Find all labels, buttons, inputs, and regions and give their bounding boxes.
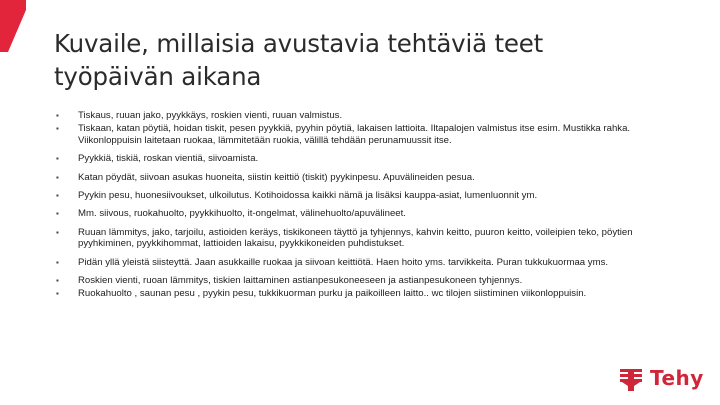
list-item: ▪ Pyykkiä, tiskiä, roskan vientiä, siivoamista. [56,153,259,165]
slide-title [54,27,654,93]
bullet-icon: ▪ [56,154,59,164]
list-item: ▪ Tiskaan, katan pöytiä, hoidan tiskit, pesen pyykkiä, pyyhin pöytiä, lakaisen lattioita. Iltapalojen valmistus itse esim. Mustikka rahka. Viikonloppuisin laitetaan ruokaa, lämmitetään ruokia, välillä tehdään perunamuussit itse. [56,123,631,146]
list-item: ▪ Ruuan lämmitys, jako, tarjoilu, astioiden keräys, tiskikoneen täyttö ja tyhjennys, kahvin keitto, puuron keitto, voileipien teko, pöytien pyyhkiminen, pyykkihommat, lattioiden lakaisu, pyykkikoneiden puhdistukset. [56,226,633,250]
bullet-icon: ▪ [56,227,59,237]
bullet-icon: ▪ [56,276,59,286]
slide-title-line-1: Kuvaile, millaisia avustavia tehtäviä teet [54,29,544,58]
logo-text: Tehy [650,366,704,390]
slide-title-line-2: työpäivän aikana [54,62,262,91]
list-item: ▪ Katan pöydät, siivoan asukas huoneita, siistin keittiö (tiskit) pyykinpesu. Apuvälineiden pesua. [56,171,475,183]
bullet-list [54,110,674,307]
list-item: ▪ Mm. siivous, ruokahuolto, pyykkihuolto, it-ongelmat, välinehuolto/apuvälineet. [56,208,406,220]
list-item: ▪ Roskien vienti, ruoan lämmitys, tiskien laittaminen astianpesukoneeseen ja astianpesukoneen tyhjennys. [56,275,523,287]
list-item: ▪ Pyykin pesu, huonesiivoukset, ulkoilutus. Kotihoidossa kaikki nämä ja lisäksi kauppa-asiat, lumenluonnit ym. [56,190,538,202]
list-item: ▪ Ruokahuolto , saunan pesu , pyykin pesu, tukkikuorman purku ja paikoilleen laitto.. wc tilojen siistiminen viikonloppuisin. [56,288,587,300]
bullet-icon: ▪ [56,257,59,267]
bullet-icon: ▪ [56,289,59,299]
bullet-icon: ▪ [56,209,59,219]
bullet-icon: ▪ [56,172,59,182]
corner-decoration-icon [0,0,30,52]
list-item: ▪ Pidän yllä yleistä siisteyttä. Jaan asukkaille ruokaa ja siivoan keittiötä. Haen hoito yms. tarvikkeita. Puran tukkukuormaa yms. [56,256,609,268]
bullet-icon: ▪ [56,111,59,120]
bullet-icon: ▪ [56,124,59,134]
bullet-icon: ▪ [56,191,59,201]
list-item: ▪ Tiskaus, ruuan jako, pyykkäys, roskien vienti, ruuan valmistus. [56,110,343,121]
